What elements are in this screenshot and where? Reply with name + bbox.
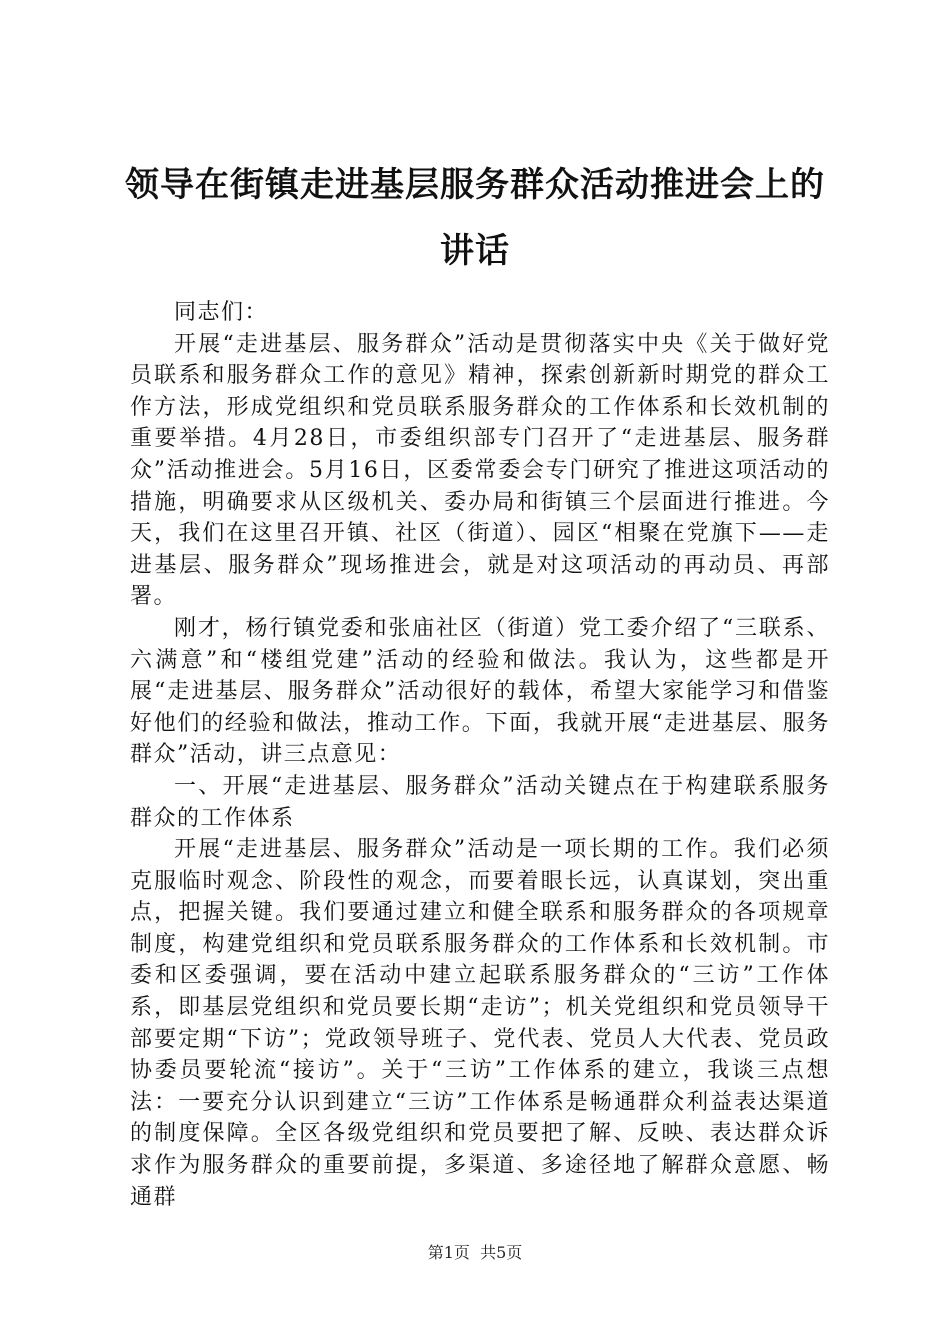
paragraph-3: 开展“走进基层、服务群众”活动是一项长期的工作。我们必须克服临时观念、阶段性的观念，而要着眼长远，认真谋划，突出重点，把握关键。我们要通过建立和健全联系和服务群众的各项规章制度，构建党组织和党员联系服务群众的工作体系和长效机制。市委和区委强调，要在活动中建立起联系服务群众的“三访”工作体系，即基层党组织和党员要长期“走访”；机关党组织和党员领导干部要定期“下访”；党政领导班子、党代表、党员人大代表、党员政协委员要轮流“接访”。关于“三访”工作体系的建立，我谈三点想法：一要充分认识到建立“三访”工作体系是畅通群众利益表达渠道的制度保障。全区各级党组织和党员要把了解、反映、表达群众诉求作为服务群众的重要前提，多渠道、多途径地了解群众意愿、畅通群 (130, 837, 830, 1210)
paragraph-2: 刚才，杨行镇党委和张庙社区（街道）党工委介绍了“三联系、六满意”和“楼组党建”活动的经验和做法。我认为，这些都是开展“走进基层、服务群众”活动很好的载体，希望大家能学习和借鉴好他们的经验和做法，推动工作。下面，我就开展“走进基层、服务群众”活动，讲三点意见： (130, 615, 830, 768)
section-heading-1: 一、开展“走进基层、服务群众”活动关键点在于构建联系服务群众的工作体系 (130, 773, 830, 831)
page-number: 第1页 共5页 (427, 1243, 523, 1262)
title-line-2: 讲话 (440, 231, 510, 271)
document-title (110, 152, 840, 284)
salutation: 同志们： (174, 300, 269, 325)
title-line-1: 领导在街镇走进基层服务群众活动推进会上的 (125, 165, 825, 205)
paragraph-1: 开展“走进基层、服务群众”活动是贯彻落实中央《关于做好党员联系和服务群众工作的意见》精神，探索创新新时期党的群众工作方法，形成党组织和党员联系服务群众的工作体系和长效机制的重要举措。4月28日，市委组织部专门召开了“走进基层、服务群众”活动推进会。5月16日，区委常委会专门研究了推进这项活动的措施，明确要求从区级机关、委办局和街镇三个层面进行推进。今天，我们在这里召开镇、社区（街道）、园区“相聚在党旗下——走进基层、服务群众”现场推进会，就是对这项活动的再动员、再部署。 (130, 331, 830, 610)
document-body (130, 297, 830, 1213)
page-footer (0, 1243, 950, 1263)
